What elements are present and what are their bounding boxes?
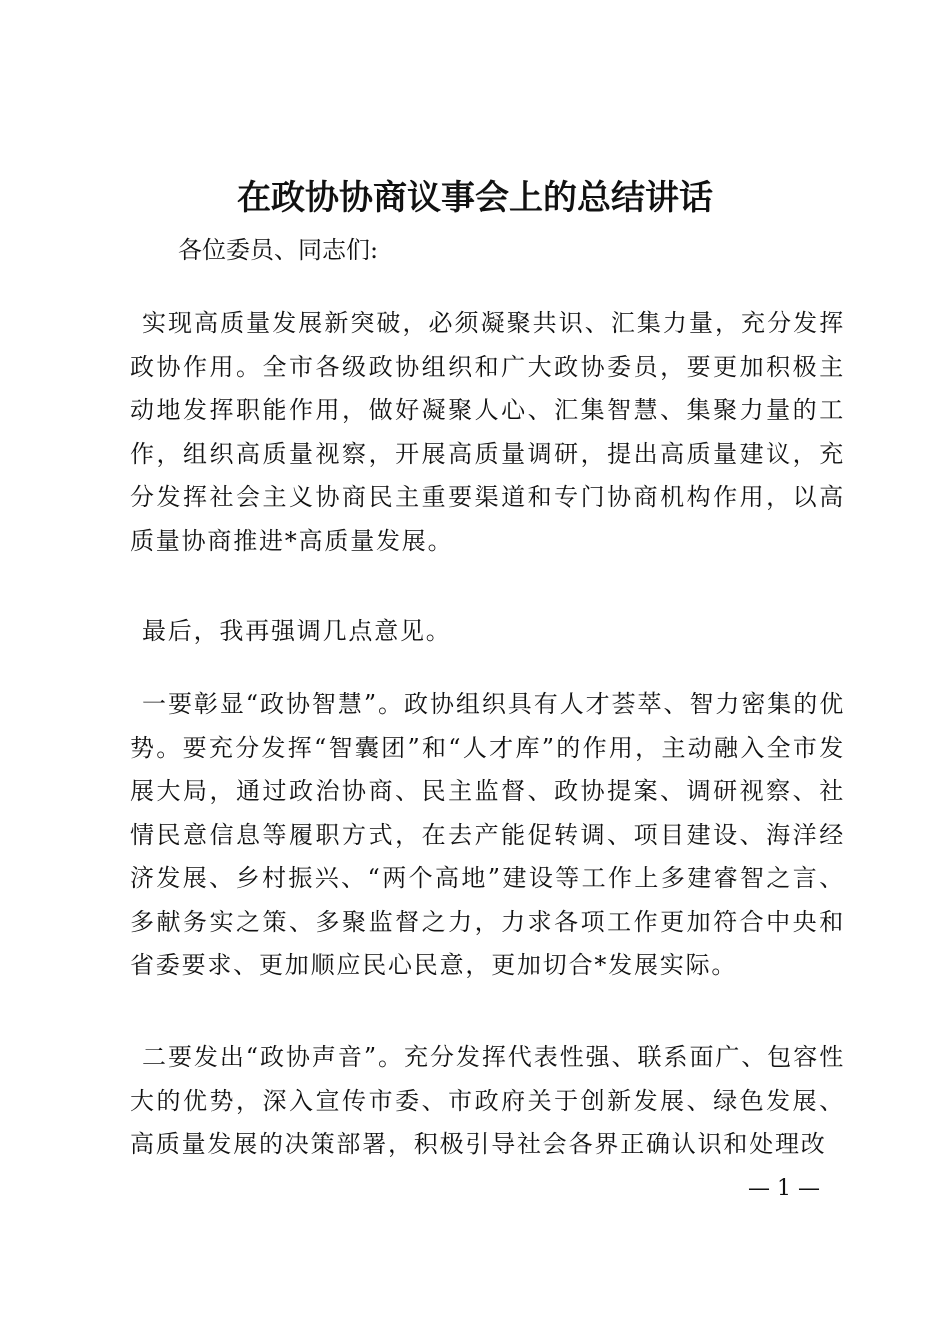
page-number: — 1 — <box>748 1176 820 1201</box>
paragraph-3: 一要彰显“政协智慧”。政协组织具有人才荟萃、智力密集的优势。要充分发挥“智囊团”和“人才库”的作用，主动融入全市发展大局，通过政治协商、民主监督、政协提案、调研视察、社情民意信息等履职方式，在去产能促转调、项目建设、海洋经济发展、乡村振兴、“两个高地”建设等工作上多建睿智之言、多献务实之策、多聚监督之力，力求各项工作更加符合中央和省委要求、更加顺应民心民意，更加切合*发展实际。 <box>130 690 845 979</box>
salutation: 各位委员、同志们: <box>178 236 379 264</box>
paragraph-2: 最后，我再强调几点意见。 <box>142 617 452 645</box>
paragraph-4: 二要发出“政协声音”。充分发挥代表性强、联系面广、包容性大的优势，深入宣传市委、市政府关于创新发展、绿色发展、高质量发展的决策部署，积极引导社会各界正确认识和处理改 <box>130 1043 845 1158</box>
paragraph-1: 实现高质量发展新突破，必须凝聚共识、汇集力量，充分发挥政协作用。全市各级政协组织和广大政协委员，要更加积极主动地发挥职能作用，做好凝聚人心、汇集智慧、集聚力量的工作，组织高质量视察，开展高质量调研，提出高质量建议，充分发挥社会主义协商民主重要渠道和专门协商机构作用，以高质量协商推进*高质量发展。 <box>130 309 845 555</box>
document-title: 在政协协商议事会上的总结讲话 <box>237 178 713 218</box>
